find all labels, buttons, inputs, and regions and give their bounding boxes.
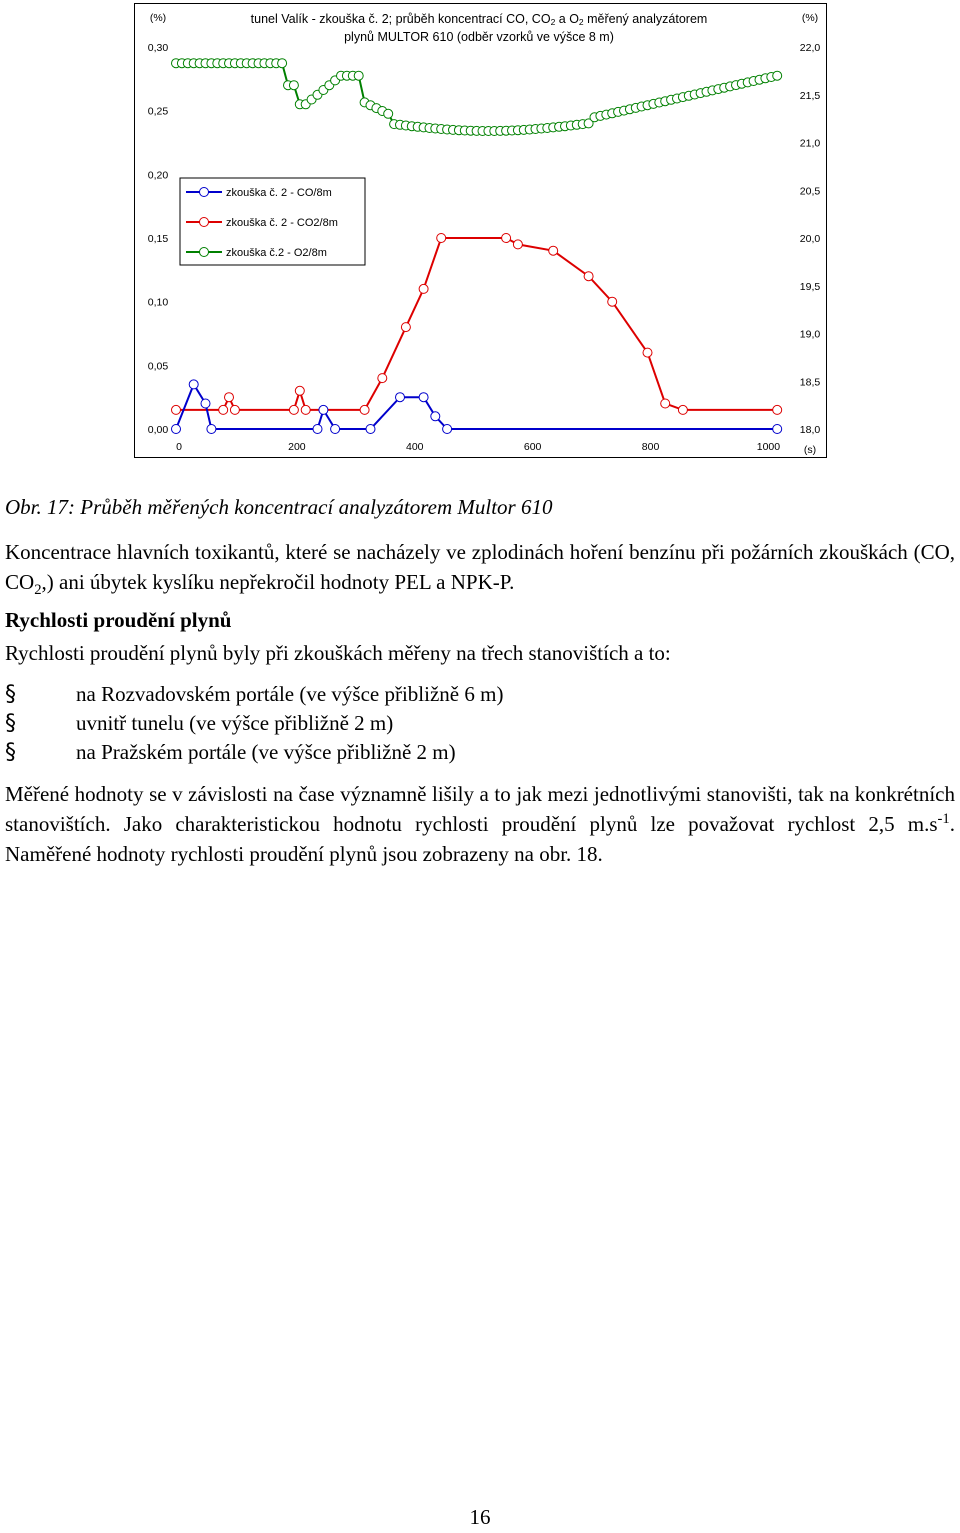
co2-series-point: [773, 405, 782, 414]
chart-title-segment: a O: [555, 12, 579, 26]
paragraph-velocity-part1: Měřené hodnoty se v závislosti na čase významně lišily a to jak mezi jednotlivými stanovišti, tak na konkrétních stanovištích. Jako charakteristickou hodnotu rychlosti proudění plynů lze považovat rychlost 2,5 m.s: [5, 782, 955, 836]
co2-series-point: [378, 374, 387, 383]
y-left-tick-label: 0,00: [147, 424, 169, 436]
y-right-tick-label: 20,5: [799, 185, 821, 198]
measurement-locations-list: [5, 680, 905, 767]
o2-series-point: [278, 59, 287, 68]
co-series-point: [773, 425, 782, 434]
y-right-tick-label: 18,5: [799, 376, 821, 389]
co2-series-point: [289, 405, 298, 414]
co-series-point: [172, 425, 181, 434]
legend-swatch-marker: [200, 248, 209, 257]
legend-swatch-marker: [200, 188, 209, 197]
paragraph-velocity: [5, 779, 955, 869]
co2-series-point: [401, 323, 410, 332]
paragraph-toxicants: [5, 537, 955, 597]
y-left-tick-label: 0,15: [147, 233, 169, 245]
x-unit-label: (s): [803, 444, 817, 456]
co2-series-point: [678, 405, 687, 414]
o2-series-point: [354, 71, 363, 80]
co-series-point: [396, 393, 405, 402]
co-series-point: [207, 425, 216, 434]
list-item: [5, 680, 905, 709]
y-left-tick-label: 0,30: [147, 42, 169, 54]
chart-title-line2: plynů MULTOR 610 (odběr vzorků ve výšce 8 m): [344, 30, 614, 44]
y-right-tick-label: 22,0: [799, 42, 821, 54]
chart-title-segment: 2: [550, 17, 556, 27]
co2-series-point: [502, 234, 511, 243]
co2-series-point: [584, 272, 593, 281]
y-right-unit-label: (%): [801, 12, 819, 24]
co2-series-point: [437, 234, 446, 243]
co2-series-point: [225, 393, 234, 402]
page-number: 16: [469, 1505, 491, 1529]
chart-svg: [134, 3, 827, 458]
o2-series-point: [773, 71, 782, 80]
co-series-point: [366, 425, 375, 434]
chart-title-segment: 2: [578, 17, 584, 27]
co-series-point: [431, 412, 440, 421]
x-tick-label: 400: [406, 441, 424, 453]
co2-series-point: [419, 284, 428, 293]
co2-series-point: [360, 405, 369, 414]
x-tick-label: 600: [523, 441, 542, 453]
chart-title-segment: měřený analyzátorem: [583, 12, 708, 26]
co2-series-point: [608, 297, 617, 306]
caption-text: Průběh měřených koncentrací analyzátorem Multor 610: [80, 495, 553, 519]
y-right-tick-label: 21,0: [799, 137, 821, 150]
y-right-tick-label: 20,0: [799, 233, 821, 245]
bullet-icon: §: [5, 711, 16, 736]
co2-series-point: [661, 399, 670, 408]
y-right-tick-label: 19,5: [799, 280, 821, 293]
co-series-point: [319, 405, 328, 414]
y-right-tick-label: 18,0: [799, 424, 821, 436]
legend-label: zkouška č. 2 - CO2/8m: [226, 217, 338, 229]
list-item: [5, 709, 905, 738]
y-left-tick-label: 0,20: [147, 169, 169, 182]
legend-label: zkouška č. 2 - CO/8m: [226, 187, 332, 199]
y-right-tick-label: 21,5: [799, 89, 821, 102]
co2-series-point: [301, 405, 310, 414]
concentration-chart: [134, 3, 827, 458]
list-item: [5, 738, 905, 767]
paragraph-toxicants-subscript: 2: [34, 582, 42, 599]
co2-series-point: [643, 348, 652, 357]
x-tick-label: 200: [288, 441, 306, 453]
co-series-point: [419, 393, 428, 402]
y-left-unit-label: (%): [149, 12, 167, 24]
paragraph-toxicants-part1: Koncentrace hlavních toxikantů, které se nacházely ve zplodinách hoření benzínu při požárních zkouškách (CO, CO: [5, 540, 955, 594]
co2-series-point: [172, 405, 181, 414]
paragraph-velocity-part2: . Naměřené hodnoty rychlosti proudění plynů jsou zobrazeny na obr. 18.: [5, 812, 955, 866]
bullet-icon: §: [5, 740, 16, 765]
section-heading: Rychlosti proudění plynů: [5, 608, 232, 632]
x-tick-label: 0: [176, 441, 182, 453]
co2-series-point: [513, 240, 522, 249]
co2-series-point: [230, 405, 239, 414]
y-left-tick-label: 0,05: [147, 360, 169, 373]
paragraph-measurements: Rychlosti proudění plynů byly při zkouškách měřeny na třech stanovištích a to:: [5, 641, 671, 665]
chart-title-segment: tunel Valík - zkouška č. 2; průběh koncentrací CO, CO: [250, 12, 551, 26]
chart-title-line1: [251, 12, 708, 27]
list-item-text: na Rozvadovském portále (ve výšce přibližně 6 m): [76, 682, 504, 706]
paragraph-toxicants-part2: ,) ani úbytek kyslíku nepřekročil hodnoty PEL a NPK-P.: [41, 570, 515, 594]
figure-caption: [5, 495, 955, 520]
co2-series-point: [295, 386, 304, 395]
co2-series-point: [219, 405, 228, 414]
list-item-text: uvnitř tunelu (ve výšce přibližně 2 m): [76, 711, 394, 735]
caption-prefix: Obr. 17:: [5, 495, 81, 519]
legend-swatch-marker: [200, 218, 209, 227]
co-series-point: [189, 380, 198, 389]
co-series-point: [313, 425, 322, 434]
x-tick-label: 1000: [756, 441, 781, 453]
bullet-icon: §: [5, 682, 16, 707]
legend-label: zkouška č.2 - O2/8m: [226, 247, 327, 259]
o2-series-point: [384, 109, 393, 118]
co2-series-point: [549, 246, 558, 255]
co-series-point: [331, 425, 340, 434]
paragraph-velocity-superscript: -1: [937, 811, 950, 827]
y-left-tick-label: 0,25: [147, 105, 169, 118]
o2-series-point: [289, 81, 298, 90]
y-right-tick-label: 19,0: [799, 328, 821, 341]
co-series-point: [443, 425, 452, 434]
x-tick-label: 800: [641, 441, 660, 453]
co-series-point: [201, 399, 210, 408]
y-left-tick-label: 0,10: [147, 296, 169, 309]
list-item-text: na Pražském portále (ve výšce přibližně 2 m): [76, 740, 456, 764]
